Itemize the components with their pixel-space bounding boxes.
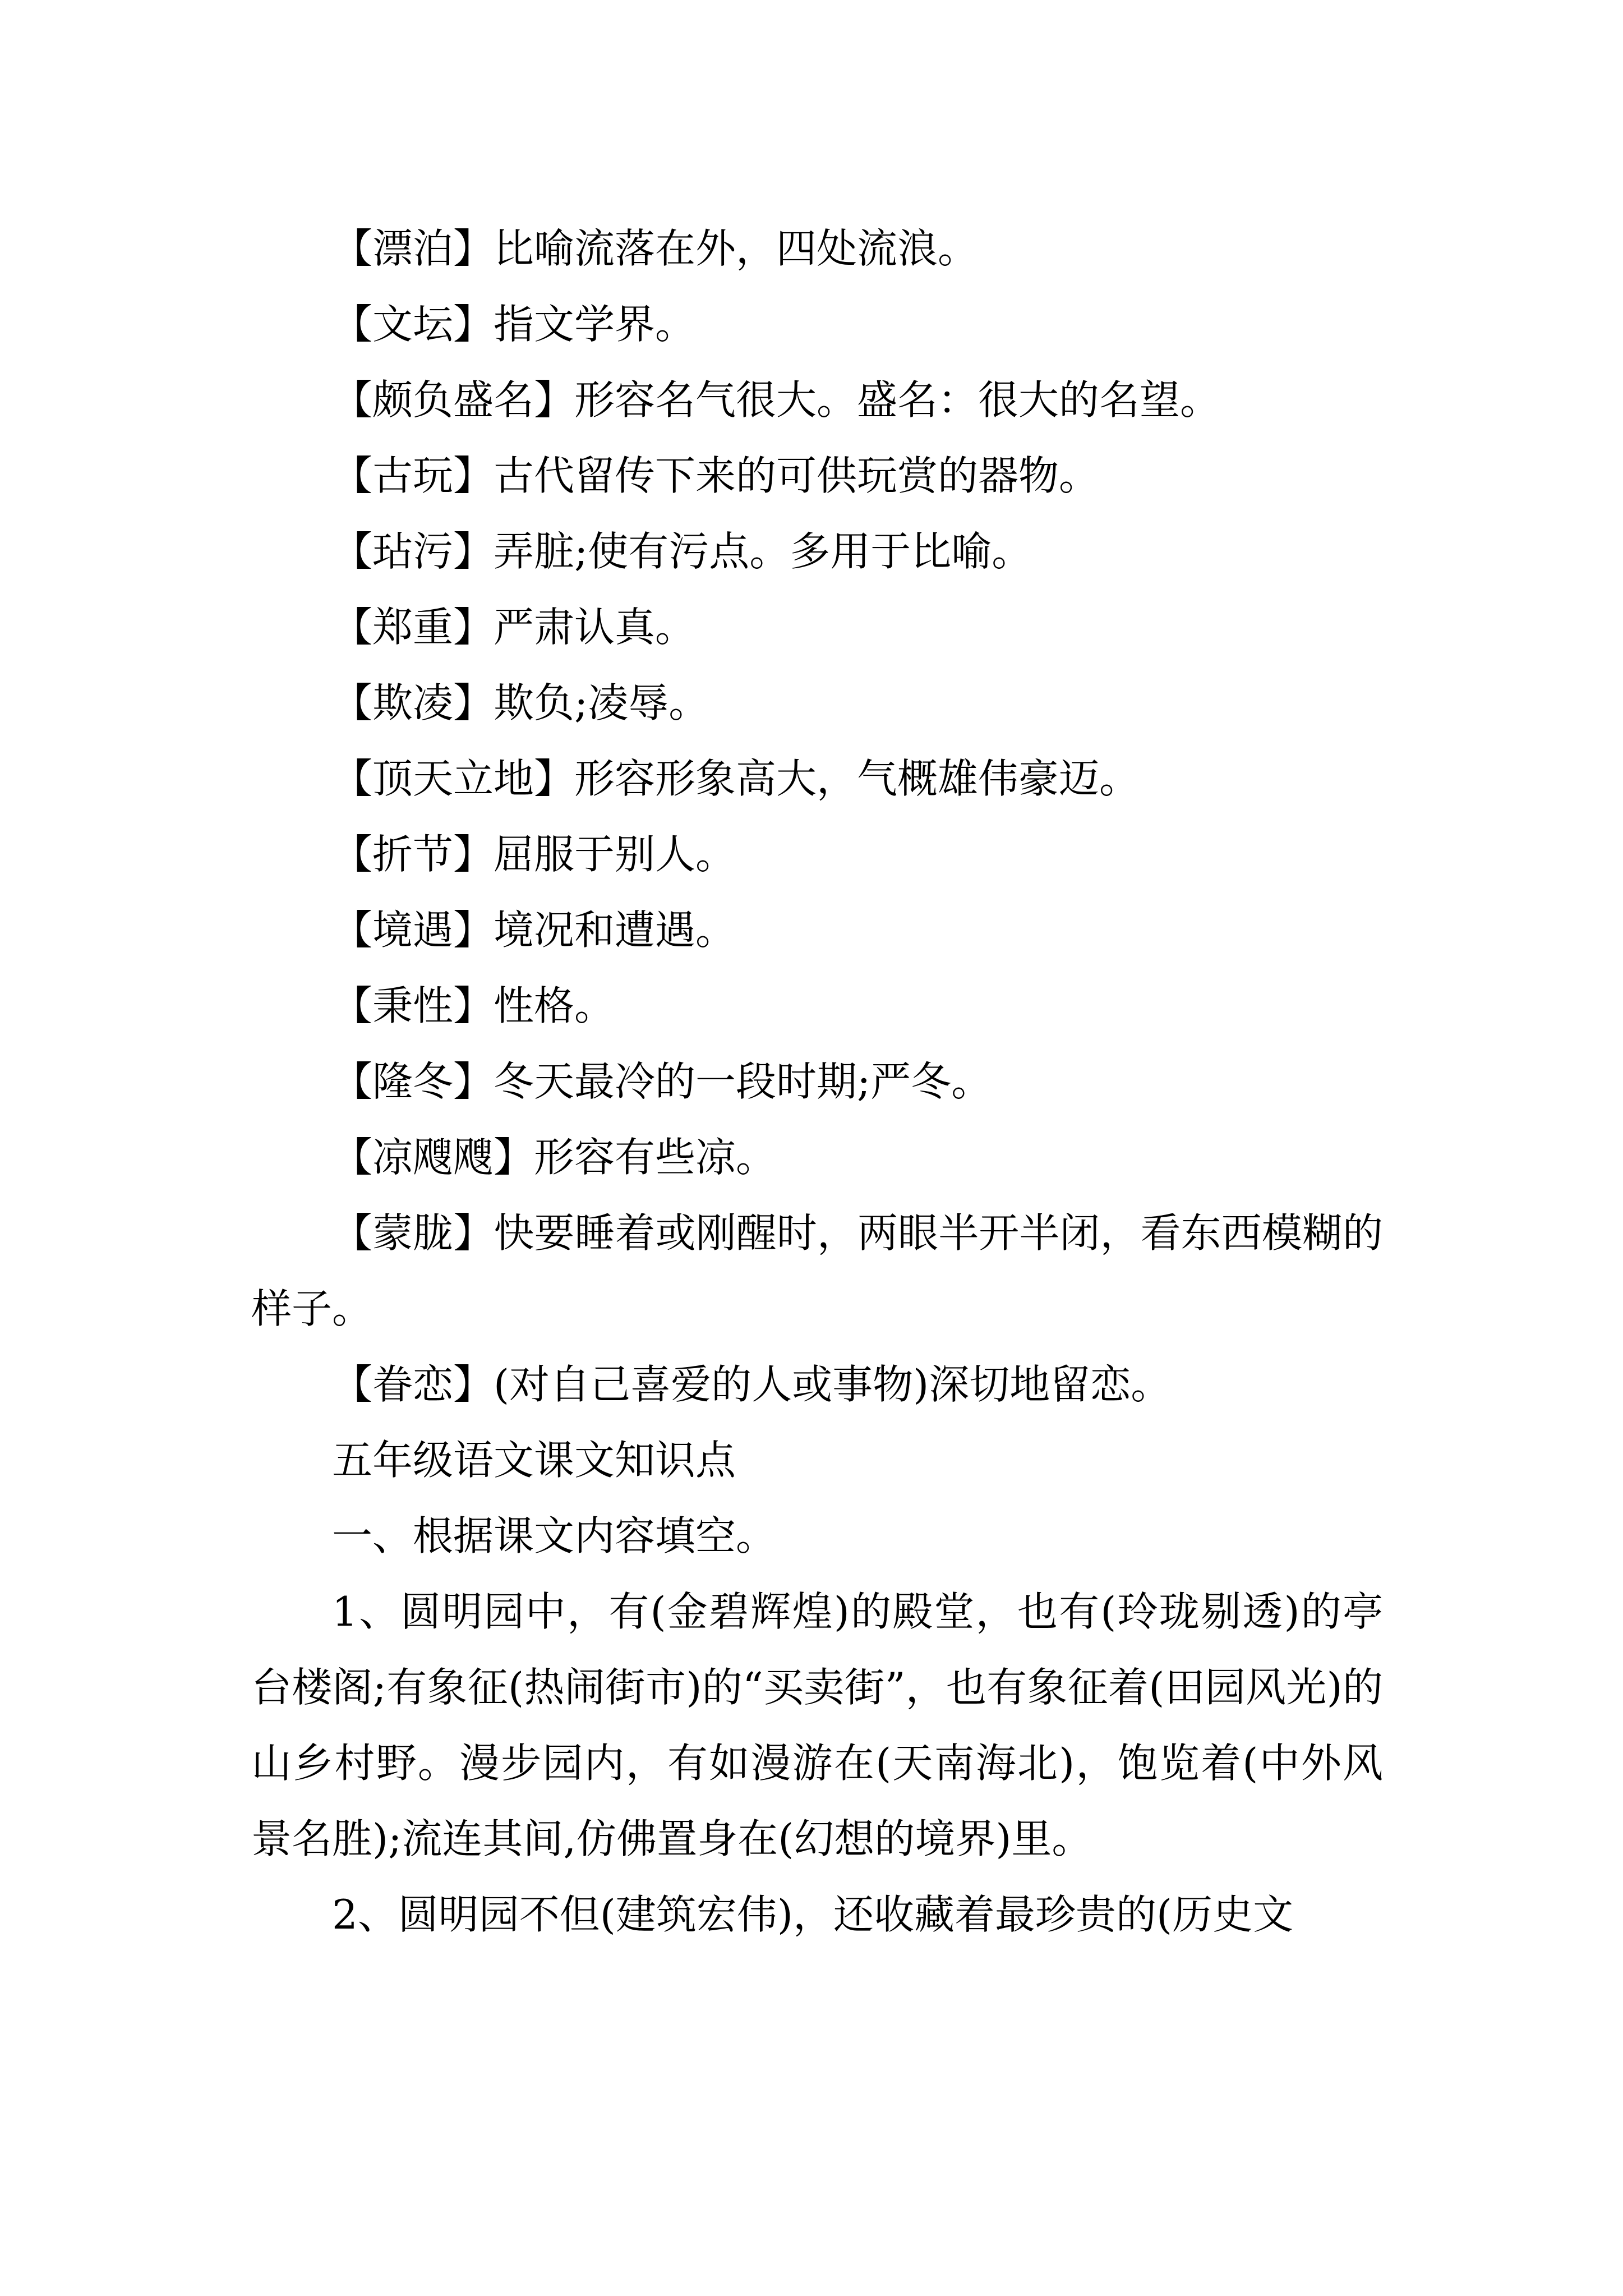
subsection-title: 一、根据课文内容填空。: [332, 1512, 777, 1559]
section-title: 五年级语文课文知识点: [332, 1437, 736, 1484]
glossary-definition: 弄脏;使有污点。多用于比喻。: [494, 528, 1032, 575]
glossary-term: 【顶天立地】: [332, 755, 575, 802]
glossary-entry: [251, 892, 1383, 968]
glossary-term: 【眷恋】: [332, 1361, 494, 1408]
glossary-entry: [251, 438, 1383, 514]
glossary-term: 【漂泊】: [332, 225, 494, 272]
glossary-term: 【郑重】: [332, 604, 494, 651]
glossary-entry: [251, 1347, 1383, 1423]
glossary-definition: 指文学界。: [494, 301, 696, 348]
glossary-definition: 形容名气很大。盛名：很大的名望。: [574, 376, 1221, 424]
glossary-entry: [251, 514, 1383, 590]
glossary-definition: 严肃认真。: [494, 604, 696, 651]
glossary-definition: 古代留传下来的可供玩赏的器物。: [494, 452, 1100, 499]
glossary-term: 【颇负盛名】: [332, 376, 575, 424]
glossary-definition: 比喻流落在外，四处流浪。: [494, 225, 979, 272]
glossary-definition: 境况和遭遇。: [494, 907, 736, 954]
glossary-entry: [251, 968, 1383, 1044]
glossary-entry: [251, 1044, 1383, 1120]
glossary-entry: [251, 362, 1383, 438]
glossary-term: 【境遇】: [332, 907, 494, 954]
glossary-entry: [251, 211, 1383, 287]
glossary-definition: 冬天最冷的一段时期;严冬。: [494, 1058, 992, 1105]
fill-in-item: 2、圆明园不但(建筑宏伟)，还收藏着最珍贵的(历史文: [332, 1891, 1294, 1938]
glossary-definition: 性格。: [494, 982, 615, 1029]
glossary-entry: [251, 287, 1383, 362]
glossary-term: 【欺凌】: [332, 679, 494, 726]
glossary-term: 【文坛】: [332, 301, 494, 348]
glossary-term: 【古玩】: [332, 452, 494, 499]
glossary-definition: 欺负;凌辱。: [494, 679, 709, 726]
glossary-entry: [251, 1120, 1383, 1195]
glossary-entry: [251, 1195, 1383, 1347]
glossary-entry: [251, 590, 1383, 665]
glossary-term: 【凉飕飕】: [332, 1134, 534, 1181]
document-body: [251, 211, 1383, 1953]
glossary-definition: 快要睡着或刚醒时，两眼半开半闭，看东西模糊的样子。: [251, 1209, 1383, 1332]
glossary-term: 【隆冬】: [332, 1058, 494, 1105]
glossary-entry: [251, 817, 1383, 892]
glossary-term: 【玷污】: [332, 528, 494, 575]
glossary-definition: (对自己喜爱的人或事物)深切地留恋。: [494, 1361, 1172, 1408]
glossary-definition: 形容有些凉。: [534, 1134, 777, 1181]
glossary-definition: 屈服于别人。: [494, 831, 736, 878]
glossary-term: 【蒙胧】: [332, 1209, 494, 1257]
glossary-term: 【秉性】: [332, 982, 494, 1029]
fill-in-item: 1、圆明园中，有(金碧辉煌)的殿堂，也有(玲珑剔透)的亭台楼阁;有象征(热闹街市)的“买卖街”，也有象征着(田园风光)的山乡村野。漫步园内，有如漫游在(天南海北)，饱览着(中外风景名胜);流连其间,仿佛置身在(幻想的境界)里。: [251, 1588, 1383, 1862]
glossary-term: 【折节】: [332, 831, 494, 878]
glossary-definition: 形容形象高大，气概雄伟豪迈。: [574, 755, 1140, 802]
glossary-entry: [251, 665, 1383, 741]
glossary-entry: [251, 741, 1383, 817]
